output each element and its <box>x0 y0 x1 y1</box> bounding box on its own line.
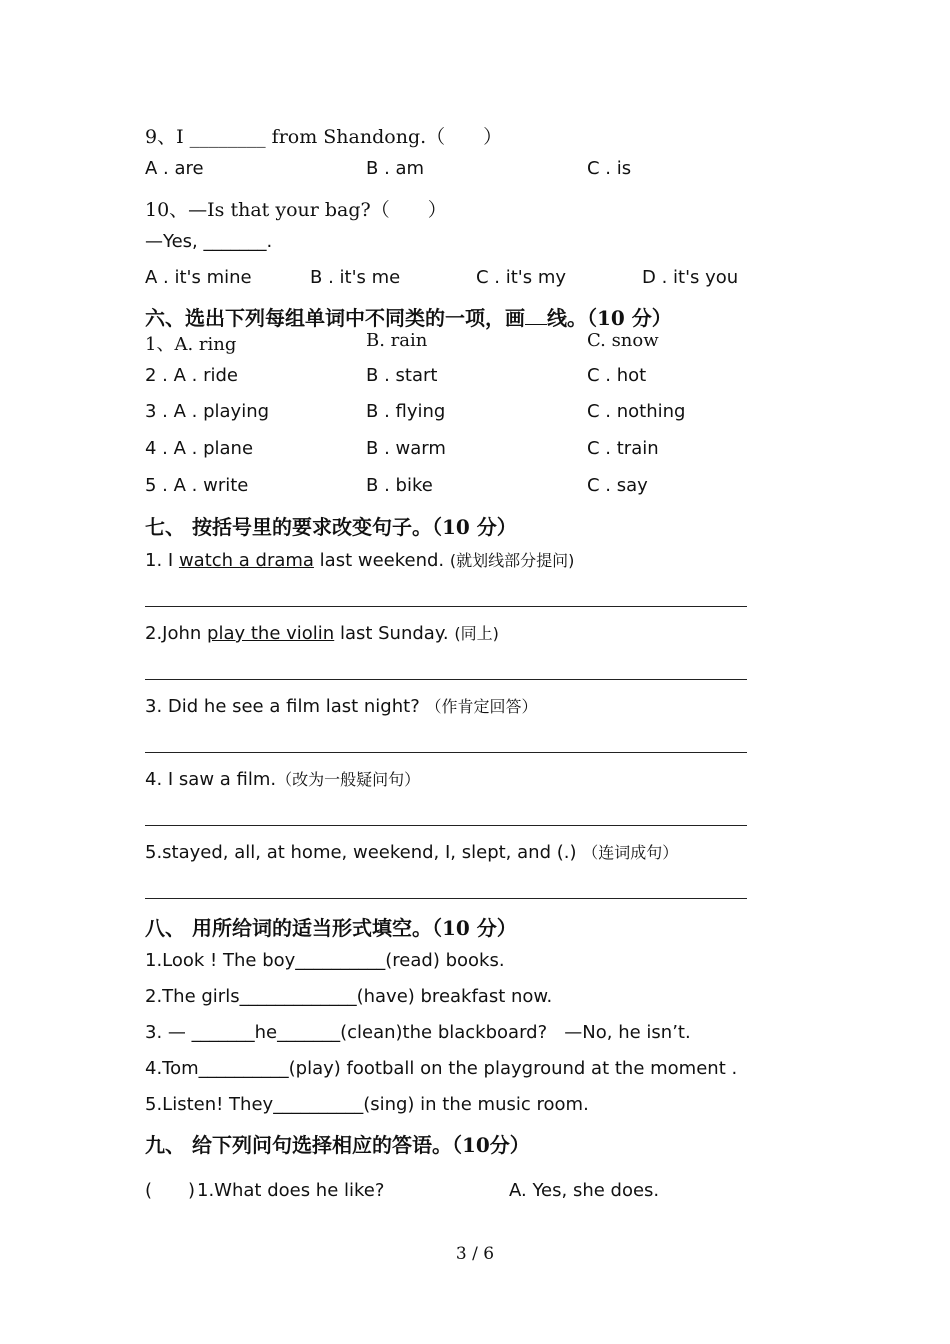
s6-row2-c: C . hot <box>587 365 647 386</box>
s7-q1-answer-line[interactable] <box>145 606 747 607</box>
s6-row3-a: 3 . A . playing <box>145 401 270 422</box>
s8-item-5: 5.Listen! They__________(sing) in the music room. <box>145 1094 589 1115</box>
q10-option-b: B . it's me <box>310 267 401 288</box>
s7-q1: 1. I watch a drama last weekend. (就划线部分提问) <box>145 550 575 571</box>
q10-option-d: D . it's you <box>642 267 739 288</box>
s6-row2-b: B . start <box>366 365 438 386</box>
s9-q1-answer: A. Yes, she does. <box>509 1180 660 1201</box>
s8-item-3: 3. — _______he_______(clean)the blackboard? —No, he isn’t. <box>145 1022 691 1043</box>
s7-q2-answer-line[interactable] <box>145 679 747 680</box>
q9-stem: 9、I ________ from Shandong.（ ） <box>145 126 503 148</box>
s6-row4-a: 4 . A . plane <box>145 438 254 459</box>
s8-item-4: 4.Tom__________(play) football on the playground at the moment . <box>145 1058 738 1079</box>
s6-row3-b: B . flying <box>366 401 446 422</box>
q10-option-c: C . it's my <box>476 267 567 288</box>
page-number: 3 / 6 <box>455 1244 495 1264</box>
s6-row5-a: 5 . A . write <box>145 475 249 496</box>
s6-row4-b: B . warm <box>366 438 446 459</box>
s6-row4-c: C . train <box>587 438 659 459</box>
section7-heading: 七、 按括号里的要求改变句子。（10 分） <box>145 515 517 539</box>
s7-q3: 3. Did he see a film last night? （作肯定回答） <box>145 696 538 717</box>
q10-stem: 10、—Is that your bag?（ ） <box>145 199 447 221</box>
s8-item-2: 2.The girls_____________(have) breakfast now. <box>145 986 553 1007</box>
s9-q1-question: 1.What does he like? <box>197 1180 385 1201</box>
s6-row5-b: B . bike <box>366 475 433 496</box>
q10-option-a: A . it's mine <box>145 267 252 288</box>
s6-row3-c: C . nothing <box>587 401 686 422</box>
s7-q4-answer-line[interactable] <box>145 825 747 826</box>
s9-q1-paren-close: ) <box>188 1180 196 1201</box>
s6-row1-a: 1、A. ring <box>145 334 237 355</box>
s6-row5-c: C . say <box>587 475 648 496</box>
s8-item-1: 1.Look ! The boy__________(read) books. <box>145 950 505 971</box>
q10-answer-line: —Yes, _______. <box>145 231 273 252</box>
s7-q3-answer-line[interactable] <box>145 752 747 753</box>
q9-option-b: B . am <box>366 158 425 179</box>
section6-heading: 六、选出下列每组单词中不同类的一项，画 线。（10 分） <box>145 306 672 330</box>
s7-q2: 2.John play the violin last Sunday. (同上) <box>145 623 499 644</box>
s7-q5: 5.stayed, all, at home, weekend, I, slept, and (.) （连词成句） <box>145 842 679 863</box>
s6-row2-a: 2 . A . ride <box>145 365 238 386</box>
q9-option-c: C . is <box>587 158 632 179</box>
section9-heading: 九、 给下列问句选择相应的答语。（10分） <box>145 1133 530 1157</box>
q9-option-a: A . are <box>145 158 204 179</box>
s7-q2-underlined: play the violin <box>207 623 335 644</box>
s6-row1-b: B. rain <box>366 330 428 351</box>
s7-q5-answer-line[interactable] <box>145 898 747 899</box>
s6-row1-c: C. snow <box>587 330 659 351</box>
s7-q1-underlined: watch a drama <box>178 550 314 571</box>
s7-q4: 4. I saw a film.（改为一般疑问句） <box>145 769 421 790</box>
s9-q1-paren-open: ( <box>145 1180 153 1201</box>
section8-heading: 八、 用所给词的适当形式填空。（10 分） <box>145 916 517 940</box>
